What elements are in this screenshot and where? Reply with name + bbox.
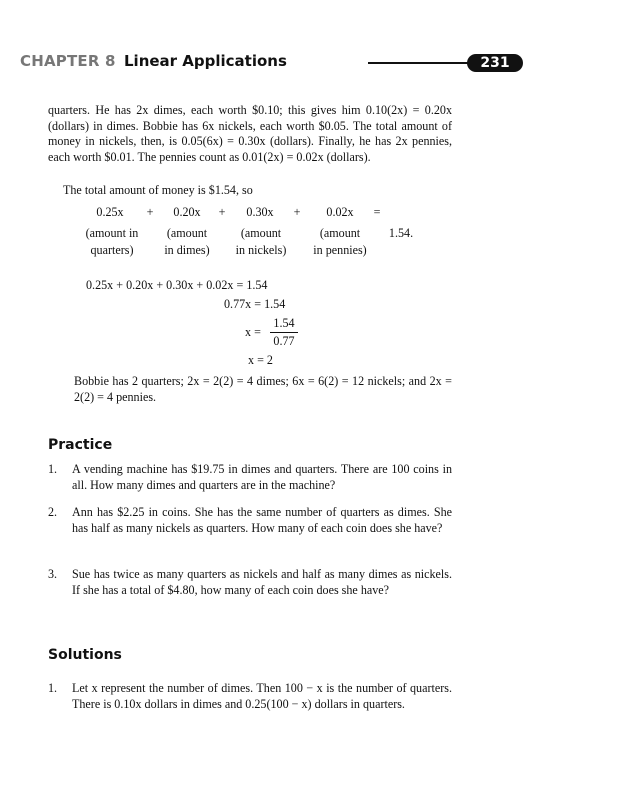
equation-line-4: x = 2 xyxy=(248,353,273,367)
chapter-title: Linear Applications xyxy=(124,52,287,70)
fraction-numerator: 1.54 xyxy=(273,316,295,330)
caption-nickels-bottom: in nickels) xyxy=(235,243,287,257)
term-dimes: 0.20x xyxy=(173,205,201,219)
plus-sign: + xyxy=(218,205,226,219)
item-number: 2. xyxy=(48,505,58,519)
caption-pennies-bottom: in pennies) xyxy=(313,243,367,257)
sum-result: 1.54. xyxy=(388,226,414,240)
plus-sign: + xyxy=(146,205,154,219)
caption-quarters-top: (amount in xyxy=(85,226,139,240)
item-number: 3. xyxy=(48,567,58,581)
equation-line-1: 0.25x + 0.20x + 0.30x + 0.02x = 1.54 xyxy=(86,278,268,292)
practice-heading: Practice xyxy=(48,437,113,453)
term-pennies: 0.02x xyxy=(326,205,354,219)
fraction-bar xyxy=(270,332,298,333)
caption-dimes-top: (amount xyxy=(166,226,208,240)
item-text: A vending machine has $19.75 in dimes and quarters. There are 100 coins in all. How many dimes and quarters are in the machine? xyxy=(72,462,452,492)
term-quarters: 0.25x xyxy=(96,205,124,219)
item-number: 1. xyxy=(48,681,58,695)
page-number: 231 xyxy=(467,54,523,72)
solutions-heading: Solutions xyxy=(48,647,122,663)
caption-nickels-top: (amount xyxy=(240,226,282,240)
equals-sign: = xyxy=(373,205,381,219)
item-number: 1. xyxy=(48,462,58,476)
caption-dimes-bottom: in dimes) xyxy=(164,243,210,257)
item-text: Ann has $2.25 in coins. She has the same number of quarters as dimes. She has half as many nickels as quarters. How many of each coin does she have? xyxy=(72,505,452,535)
fraction-denominator: 0.77 xyxy=(273,334,295,348)
equation-line-2: 0.77x = 1.54 xyxy=(224,297,286,311)
chapter-label: CHAPTER 8 xyxy=(20,52,116,70)
plus-sign: + xyxy=(293,205,301,219)
conclusion-paragraph: Bobbie has 2 quarters; 2x = 2(2) = 4 dimes; 6x = 6(2) = 12 nickels; and 2x = 2(2) = 4 pennies. xyxy=(74,374,452,404)
equation-line-3-lhs: x = xyxy=(245,325,261,339)
intro-paragraph: quarters. He has 2x dimes, each worth $0.10; this gives him 0.10(2x) = 0.20x (dollars) in dimes. Bobbie has 6x nickels, each worth $0.05. The total amount of money in nickels, then, is 0.05(6x) = 0.30x (dollars). Finally, he has 2x pennies, each worth $0.01. The pennies count as 0.01(2x) = 0.02x (dollars). xyxy=(48,103,452,164)
caption-pennies-top: (amount xyxy=(319,226,361,240)
term-nickels: 0.30x xyxy=(246,205,274,219)
caption-quarters-bottom: quarters) xyxy=(90,243,134,257)
item-text: Let x represent the number of dimes. Then 100 − x is the number of quarters. There is 0.10x dollars in dimes and 0.25(100 − x) dollars in quarters. xyxy=(72,681,452,711)
header-rule xyxy=(368,62,474,64)
item-text: Sue has twice as many quarters as nickels and half as many dimes as nickels. If she has a total of $4.80, how many of each coin does she have? xyxy=(72,567,452,597)
fraction xyxy=(270,316,298,349)
total-line: The total amount of money is $1.54, so xyxy=(63,183,253,197)
